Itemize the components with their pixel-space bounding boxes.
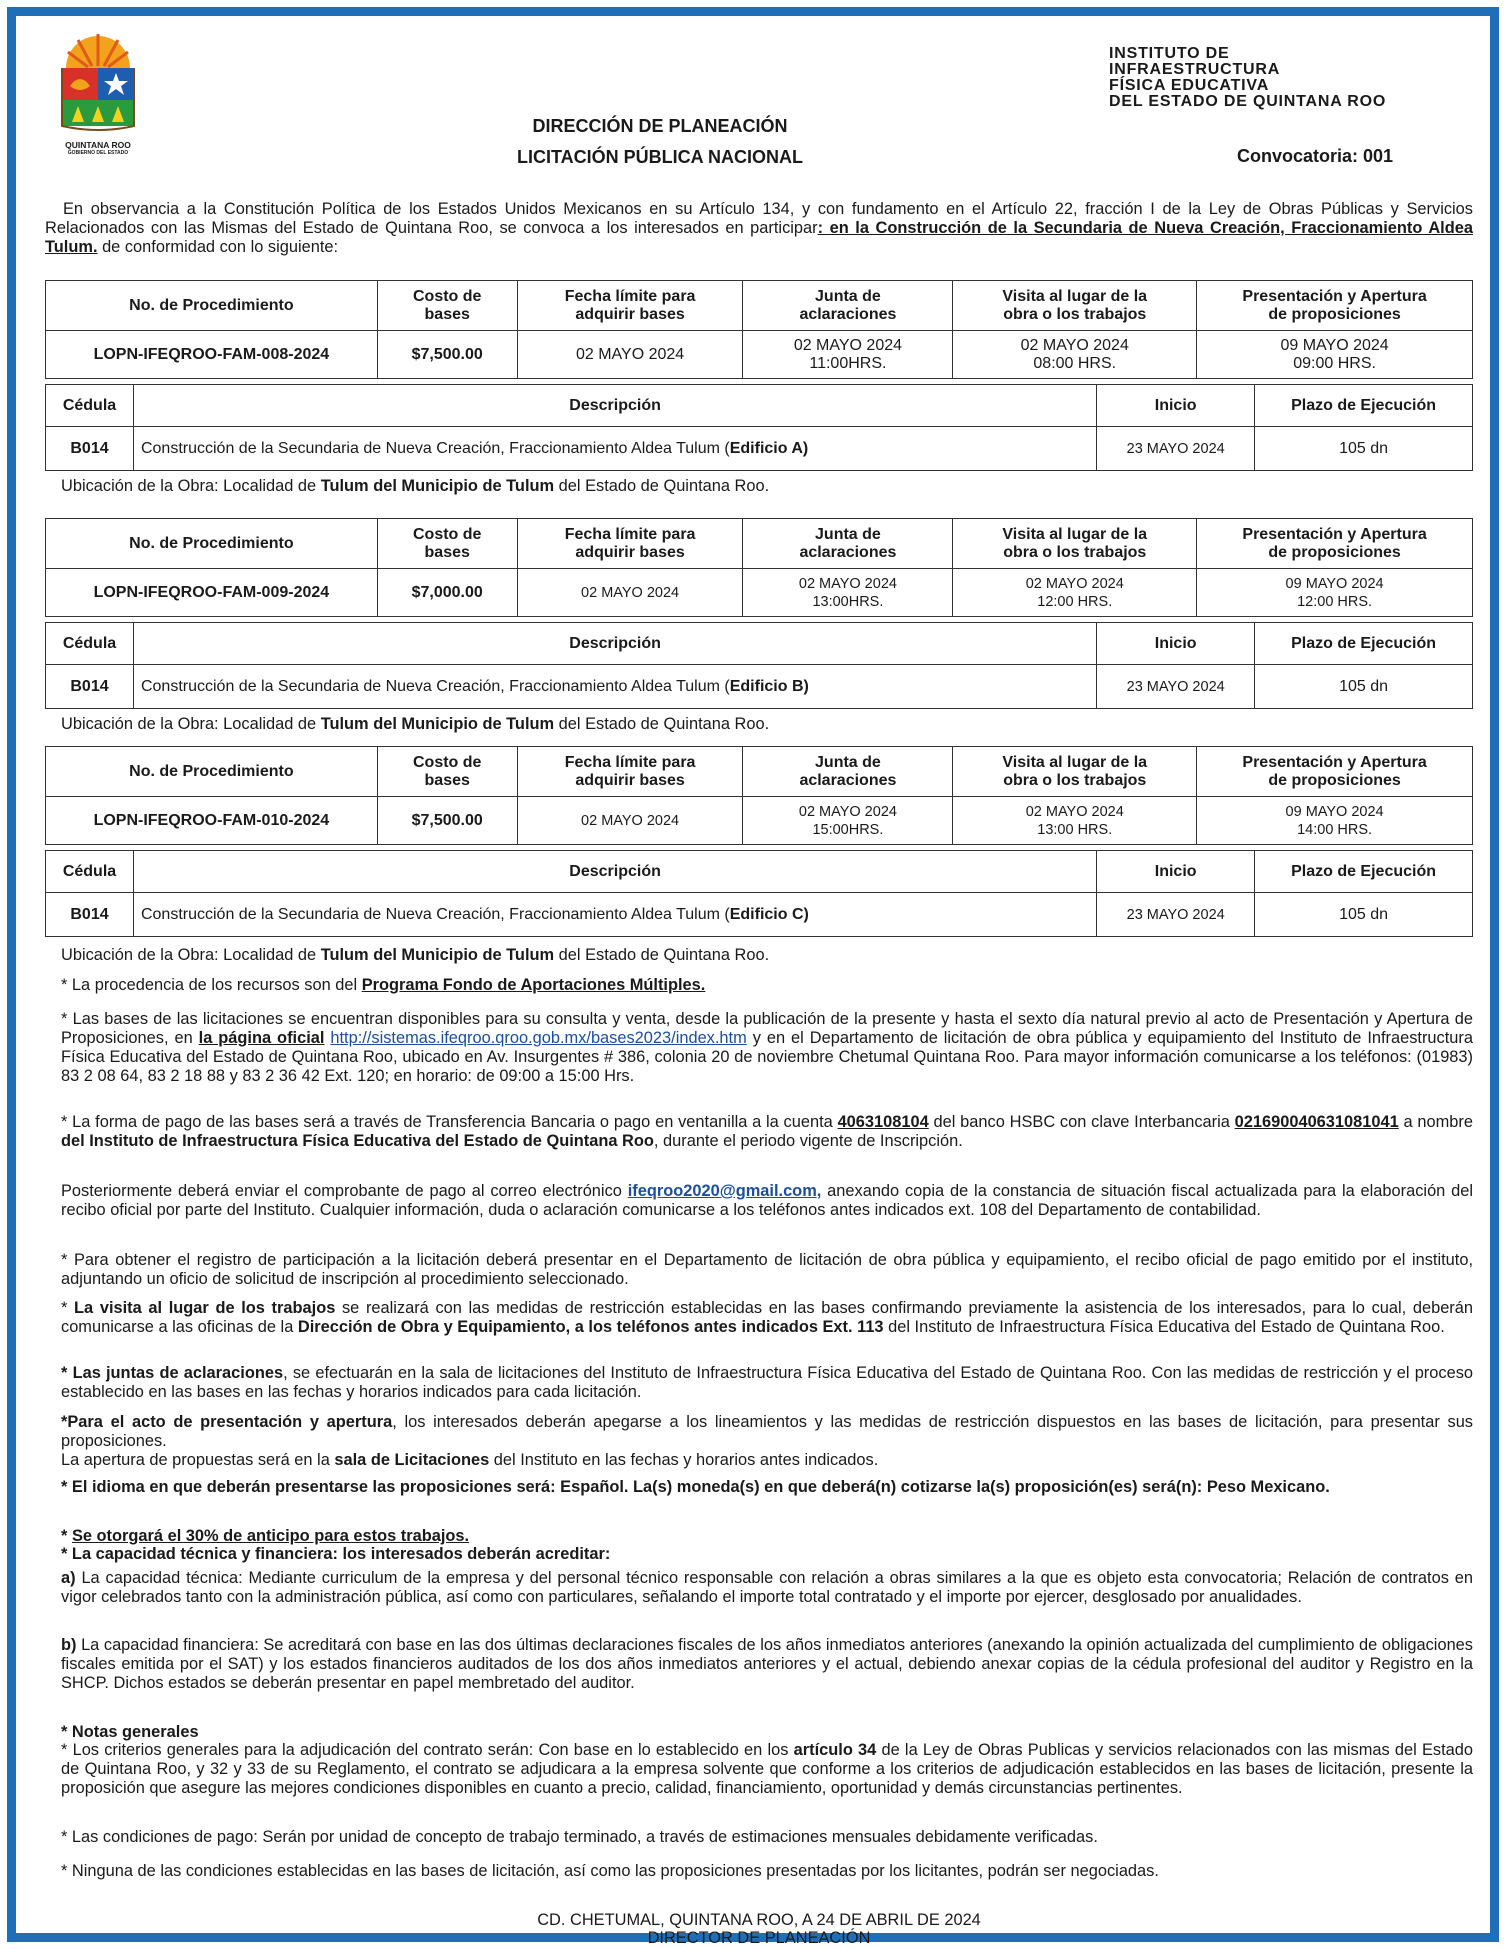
- junta-fecha: 02 MAYO 2024: [793, 336, 903, 354]
- institute-name: [1109, 46, 1386, 110]
- ubicacion-localidad: Tulum del Municipio de Tulum: [320, 946, 555, 964]
- presentacion-fecha: 09 MAYO 2024: [1285, 575, 1384, 592]
- anticipo-star: *: [61, 1527, 72, 1545]
- header-inicio: Inicio: [1097, 385, 1255, 427]
- pago-text-a: * La forma de pago de las bases será a través de Transferencia Bancaria o pago en ventanilla a la cuenta: [61, 1113, 838, 1131]
- clabe-interbancaria: 021690040631081041: [1234, 1113, 1399, 1131]
- descripcion: [133, 893, 1096, 937]
- presentacion-apertura: [1197, 331, 1473, 379]
- ubicacion-obra: [45, 477, 1473, 496]
- header-fecha: [517, 519, 743, 569]
- convocatoria-number: Convocatoria: 001: [1237, 146, 1394, 166]
- notas-title: * Notas generales: [61, 1723, 199, 1741]
- visita-text-a: se realizará con las medidas de restricción establecidas en las bases confirmando previamente la asistencia de los interesados, para lo cual, deberán comunicarse a las oficinas de la: [61, 1299, 1473, 1336]
- visita-fecha: 02 MAYO 2024: [1025, 803, 1124, 820]
- procedure-table-3: [45, 746, 1473, 845]
- header-visita-line: obra o los trabajos: [1003, 305, 1147, 323]
- header-costo-line: Costo de: [412, 287, 482, 305]
- header-visita-line: Visita al lugar de la: [1002, 525, 1148, 543]
- cap-b-label: b): [61, 1636, 77, 1654]
- state-logo: [48, 28, 148, 158]
- header-fecha-line: Fecha límite para: [564, 753, 696, 771]
- header-descripcion: Descripción: [133, 851, 1096, 893]
- acto-text-c: del Instituto en las fechas y horarios antes indicados.: [489, 1451, 879, 1469]
- capacidad-financiera: [45, 1636, 1473, 1693]
- intro-text: En observancia a la Constitución Política de los Estados Unidos Mexicanos en su Artículo 134, y con fundamento en el Artículo 22, fracción I de la Ley de Obras Públicas y Servicios Relacionados con las Mismas del Estado de Quintana Roo, se convoca a los interesados en participar: [45, 200, 1473, 237]
- anticipo-line: [45, 1527, 1473, 1546]
- cuenta-bancaria: 4063108104: [837, 1113, 929, 1131]
- procedimiento-numero: LOPN-IFEQROO-FAM-009-2024: [46, 569, 378, 617]
- description-table-1: [45, 384, 1473, 471]
- header-plazo: Plazo de Ejecución: [1255, 385, 1473, 427]
- header-visita-line: Visita al lugar de la: [1002, 287, 1148, 305]
- acto-paragraph: [45, 1413, 1473, 1470]
- procedure-table-1: [45, 280, 1473, 379]
- header-fecha-line: adquirir bases: [575, 305, 685, 323]
- header-cedula: Cédula: [46, 385, 134, 427]
- header-visita: [953, 519, 1197, 569]
- ubicacion-obra: [45, 946, 1473, 965]
- criterios-text-b: de la Ley de Obras Publicas y servicios relacionados con las mismas del Estado de Quintana Roo, y 32 y 33 de su Reglamento, el contrato se adjudicara a la empresa solvente que conforme a los criterios de adjudicación establecidos en las bases de licitación, presente la proposición que asegure las mejores condiciones disponibles en cuanto a precio, calidad, financiamiento, oportunidad y demás circunstancias pertinentes.: [61, 1741, 1473, 1797]
- acto-line-1: [61, 1413, 1473, 1451]
- registro-paragraph: * Para obtener el registro de participación a la licitación deberá presentar en el Departamento de licitación de obra pública y equipamiento, el recibo oficial de pago emitido por el instituto, adjuntando un oficio de solicitud de inscripción al procedimiento seleccionado.: [61, 1251, 1473, 1288]
- costo-bases: $7,000.00: [377, 569, 517, 617]
- pago-text-b: del banco HSBC con clave Interbancaria: [928, 1113, 1235, 1131]
- juntas-bold: * Las juntas de aclaraciones: [61, 1364, 284, 1382]
- bases-pagina-oficial: la página oficial: [198, 1029, 325, 1047]
- header-visita-line: obra o los trabajos: [1003, 771, 1147, 789]
- header-junta-line: aclaraciones: [799, 771, 897, 789]
- header-costo: [377, 281, 517, 331]
- header-procedimiento: No. de Procedimiento: [46, 281, 378, 331]
- footer-cargo: DIRECTOR DE PLANEACIÓN: [647, 1929, 871, 1947]
- header-descripcion: Descripción: [133, 623, 1096, 665]
- logo-name: QUINTANA ROO: [65, 140, 131, 150]
- bases-text-b: y en el Departamento de licitación de obra pública y equipamiento del Instituto de Infraestructura Física Educativa del Estado de Quintana Roo, ubicado en Av. Insurgentes # 386, colonia 20 de noviembre Chetumal Quintana Roo. Para mayor información comunicarse a los teléfonos: (01983) 83 2 08 64, 83 2 18 88 y 83 2 36 42 Ext. 120; en horario: de 09:00 a 15:00 Hrs.: [61, 1029, 1473, 1085]
- header-presentacion-line: de proposiciones: [1268, 305, 1401, 323]
- institute-line: INSTITUTO DE: [1109, 45, 1230, 62]
- header-visita-line: Visita al lugar de la: [1002, 753, 1148, 771]
- header-presentacion: [1197, 747, 1473, 797]
- ubicacion-pre: Ubicación de la Obra: Localidad de: [61, 477, 321, 495]
- inicio: 23 MAYO 2024: [1097, 427, 1255, 471]
- junta-aclaraciones: [743, 569, 953, 617]
- institute-line: FÍSICA EDUCATIVA: [1109, 77, 1270, 94]
- licitacion-title: LICITACIÓN PÚBLICA NACIONAL: [517, 147, 803, 167]
- header-fecha-line: adquirir bases: [575, 543, 685, 561]
- juntas-text: , se efectuarán en la sala de licitaciones del Instituto de Infraestructura Física Educativa del Estado de Quintana Roo. Con las medidas de restricción y el proceso establecido en las bases en las fechas y horarios indicados para cada licitación.: [61, 1364, 1474, 1401]
- logo-subtitle: GOBIERNO DEL ESTADO: [67, 150, 129, 156]
- visita-obra: [953, 331, 1197, 379]
- plazo: 105 dn: [1255, 893, 1473, 937]
- header-inicio: Inicio: [1097, 623, 1255, 665]
- intro-project: : en la Construcción de la Secundaria de Nueva Creación, Fraccionamiento Aldea Tulum.: [45, 219, 1473, 256]
- header-presentacion: [1197, 281, 1473, 331]
- edificio: Edificio A): [729, 439, 809, 457]
- presentacion-hora: 09:00 HRS.: [1293, 354, 1376, 372]
- procedure-table-2: [45, 518, 1473, 617]
- ubicacion-pre: Ubicación de la Obra: Localidad de: [61, 946, 321, 964]
- presentacion-fecha: 09 MAYO 2024: [1285, 803, 1384, 820]
- junta-fecha: 02 MAYO 2024: [798, 575, 897, 592]
- header-costo-line: bases: [424, 305, 470, 323]
- header-fecha-line: adquirir bases: [575, 771, 685, 789]
- fecha-limite: 02 MAYO 2024: [517, 331, 743, 379]
- descripcion: [133, 665, 1096, 709]
- visita-obra: [953, 797, 1197, 845]
- plazo: 105 dn: [1255, 427, 1473, 471]
- header-junta-line: Junta de: [815, 525, 881, 543]
- header-costo-line: bases: [424, 543, 470, 561]
- ubicacion-post: del Estado de Quintana Roo.: [554, 715, 770, 733]
- visita-hora: 13:00 HRS.: [1037, 821, 1113, 838]
- header-procedimiento: No. de Procedimiento: [46, 747, 378, 797]
- costo-bases: $7,500.00: [377, 797, 517, 845]
- header-fecha: [517, 281, 743, 331]
- visita-text-b: del Instituto de Infraestructura Física Educativa del Estado de Quintana Roo.: [883, 1318, 1445, 1336]
- inicio: 23 MAYO 2024: [1097, 893, 1255, 937]
- header-junta-line: aclaraciones: [799, 305, 897, 323]
- header-junta-line: Junta de: [815, 753, 881, 771]
- recursos-pre: * La procedencia de los recursos son del: [61, 976, 362, 994]
- descripcion-text: Construcción de la Secundaria de Nueva Creación, Fraccionamiento Aldea Tulum (: [140, 677, 730, 695]
- cedula: B014: [46, 893, 134, 937]
- bases-link[interactable]: http://sistemas.ifeqroo.qroo.gob.mx/bases2023/index.htm: [330, 1029, 747, 1047]
- intro-tail: de conformidad con lo siguiente:: [97, 238, 339, 256]
- header-inicio: Inicio: [1097, 851, 1255, 893]
- pago-text-c: a nombre: [1398, 1113, 1473, 1131]
- presentacion-apertura: [1197, 569, 1473, 617]
- header-cedula: Cédula: [46, 851, 134, 893]
- intro-paragraph: [45, 200, 1473, 257]
- pago-paragraph: [45, 1113, 1473, 1151]
- junta-fecha: 02 MAYO 2024: [798, 803, 897, 820]
- acto-bold2: sala de Licitaciones: [334, 1451, 490, 1469]
- inicio: 23 MAYO 2024: [1097, 665, 1255, 709]
- description-table-3: [45, 850, 1473, 937]
- header-procedimiento: No. de Procedimiento: [46, 519, 378, 569]
- descripcion-text: Construcción de la Secundaria de Nueva Creación, Fraccionamiento Aldea Tulum (: [140, 905, 730, 923]
- criterios-bold: artículo 34: [793, 1741, 877, 1759]
- anticipo-text: Se otorgará el 30% de anticipo para estos trabajos.: [71, 1527, 470, 1545]
- acto-line-2: [61, 1451, 1473, 1470]
- comprobante-paragraph: [45, 1182, 1473, 1220]
- plazo: 105 dn: [1255, 665, 1473, 709]
- junta-hora: 11:00HRS.: [809, 354, 887, 372]
- header-presentacion-line: de proposiciones: [1268, 771, 1401, 789]
- cedula: B014: [46, 427, 134, 471]
- presentacion-apertura: [1197, 797, 1473, 845]
- description-table-2: [45, 622, 1473, 709]
- header-fecha-line: Fecha límite para: [564, 525, 696, 543]
- comprobante-text-b: anexando copia de la constancia de situación fiscal actualizada para la elaboración del recibo oficial por parte del Instituto. Cualquier información, duda o aclaración comunicarse a los teléfonos antes indicados ext. 108 del Departamento de contabilidad.: [61, 1182, 1474, 1219]
- page-frame: [7, 7, 1499, 1947]
- descripcion: [133, 427, 1096, 471]
- header-cedula: Cédula: [46, 623, 134, 665]
- presentacion-hora: 12:00 HRS.: [1297, 593, 1373, 610]
- header-presentacion: [1197, 519, 1473, 569]
- header-costo-line: bases: [424, 771, 470, 789]
- visita-bold: La visita al lugar de los trabajos: [74, 1299, 336, 1317]
- visita-fecha: 02 MAYO 2024: [1025, 575, 1124, 592]
- fecha-limite: 02 MAYO 2024: [517, 569, 743, 617]
- ninguna-paragraph: * Ninguna de las condiciones establecidas en las bases de licitación, así como las proposiciones presentadas por los licitantes, podrán ser negociadas.: [61, 1862, 1159, 1880]
- institute-line: INFRAESTRUCTURA: [1109, 61, 1281, 78]
- capacidad-tecnica: [45, 1569, 1473, 1607]
- header-costo: [377, 519, 517, 569]
- acto-bold: *Para el acto de presentación y apertura: [61, 1413, 393, 1431]
- procedimiento-numero: LOPN-IFEQROO-FAM-010-2024: [46, 797, 378, 845]
- ubicacion-post: del Estado de Quintana Roo.: [554, 477, 770, 495]
- pago-nombre: del Instituto de Infraestructura Física Educativa del Estado de Quintana Roo: [61, 1132, 654, 1150]
- email-link[interactable]: ifeqroo2020@gmail.com,: [627, 1182, 822, 1200]
- pago-text-d: , durante el periodo vigente de Inscripción.: [653, 1132, 963, 1150]
- capacidad-title: * La capacidad técnica y financiera: los interesados deberán acreditar:: [61, 1545, 611, 1563]
- header-costo-line: Costo de: [412, 525, 482, 543]
- junta-hora: 13:00HRS.: [812, 593, 884, 610]
- junta-aclaraciones: [743, 331, 953, 379]
- junta-aclaraciones: [743, 797, 953, 845]
- ubicacion-localidad: Tulum del Municipio de Tulum: [320, 477, 555, 495]
- cap-a-text: La capacidad técnica: Mediante curriculum de la empresa y del personal técnico responsable con relación a obras similares a la que es objeto esta convocatoria; Relación de contratos en vigor celebrados tanto con la administración pública, así como con particulares, señalando el importe total contratado y el importe por ejercer, desglosado por anualidades.: [61, 1569, 1473, 1606]
- header-visita: [953, 747, 1197, 797]
- header-presentacion-line: Presentación y Apertura: [1242, 287, 1427, 305]
- juntas-paragraph: [45, 1364, 1473, 1402]
- visita-bold2: Dirección de Obra y Equipamiento, a los teléfonos antes indicados Ext. 113: [297, 1318, 884, 1336]
- comprobante-text-a: Posteriormente deberá enviar el comprobante de pago al correo electrónico: [61, 1182, 628, 1200]
- visita-hora: 08:00 HRS.: [1033, 354, 1117, 372]
- descripcion-text: Construcción de la Secundaria de Nueva Creación, Fraccionamiento Aldea Tulum (: [140, 439, 730, 457]
- header-presentacion-line: de proposiciones: [1268, 543, 1401, 561]
- footer-lugar: CD. CHETUMAL, QUINTANA ROO, A 24 DE ABRIL DE 2024: [537, 1911, 981, 1929]
- cap-b-text: La capacidad financiera: Se acreditará con base en las dos últimas declaraciones fiscales de los años inmediatos anteriores (anexando la opinión actualizada del cumplimiento de obligaciones fiscales emitida por el SAT) y los estados financieros auditados de los dos años inmediatos anteriores y el actual, debiendo anexar copias de la cédula profesional del auditor y Registro en la SHCP. Dichos estados se deberán presentar en papel membretado del auditor.: [61, 1636, 1473, 1692]
- header-visita: [953, 281, 1197, 331]
- fecha-limite: 02 MAYO 2024: [517, 797, 743, 845]
- recursos-paragraph: [45, 976, 1473, 995]
- header-costo: [377, 747, 517, 797]
- costo-bases: $7,500.00: [377, 331, 517, 379]
- institute-line: DEL ESTADO DE QUINTANA ROO: [1109, 93, 1387, 110]
- visita-fecha: 02 MAYO 2024: [1020, 336, 1129, 354]
- edificio: Edificio C): [729, 905, 809, 923]
- header-junta: [743, 519, 953, 569]
- criterios-paragraph: [45, 1741, 1473, 1798]
- header-descripcion: Descripción: [133, 385, 1096, 427]
- ubicacion-localidad: Tulum del Municipio de Tulum: [320, 715, 555, 733]
- direccion-title: DIRECCIÓN DE PLANEACIÓN: [532, 116, 788, 136]
- acto-text-a: , los interesados deberán apegarse a los lineamientos y las medidas de restricción dispuestos en las bases de licitación, para presentar sus proposiciones.: [61, 1413, 1473, 1450]
- header-presentacion-line: Presentación y Apertura: [1242, 525, 1427, 543]
- edificio: Edificio B): [729, 677, 809, 695]
- ubicacion-post: del Estado de Quintana Roo.: [554, 946, 770, 964]
- header-fecha-line: Fecha límite para: [564, 287, 696, 305]
- junta-hora: 15:00HRS.: [812, 821, 884, 838]
- idioma-paragraph: * El idioma en que deberán presentarse las proposiciones será: Español. La(s) moneda(s) en que deberá(n) cotizarse la(s) proposición(es) será(n): Peso Mexicano.: [61, 1478, 1330, 1496]
- header-plazo: Plazo de Ejecución: [1255, 851, 1473, 893]
- acto-text-b: La apertura de propuestas será en la: [61, 1451, 335, 1469]
- header-fecha: [517, 747, 743, 797]
- header-junta-line: Junta de: [815, 287, 881, 305]
- visita-paragraph: [45, 1299, 1473, 1337]
- cap-a-label: a): [61, 1569, 76, 1587]
- presentacion-fecha: 09 MAYO 2024: [1280, 336, 1389, 354]
- ubicacion-obra: [45, 715, 1473, 734]
- visita-hora: 12:00 HRS.: [1037, 593, 1113, 610]
- condiciones-pago: * Las condiciones de pago: Serán por unidad de concepto de trabajo terminado, a través de estimaciones mensuales debidamente verificadas.: [61, 1828, 1098, 1846]
- procedimiento-numero: LOPN-IFEQROO-FAM-008-2024: [46, 331, 378, 379]
- bases-paragraph: [45, 1010, 1473, 1086]
- header-visita-line: obra o los trabajos: [1003, 543, 1147, 561]
- header-junta: [743, 281, 953, 331]
- header-plazo: Plazo de Ejecución: [1255, 623, 1473, 665]
- visita-star: *: [61, 1299, 75, 1317]
- header-junta: [743, 747, 953, 797]
- presentacion-hora: 14:00 HRS.: [1297, 821, 1373, 838]
- header-junta-line: aclaraciones: [799, 543, 897, 561]
- header-presentacion-line: Presentación y Apertura: [1242, 753, 1427, 771]
- visita-obra: [953, 569, 1197, 617]
- recursos-programa: Programa Fondo de Aportaciones Múltiples.: [361, 976, 706, 994]
- criterios-text-a: * Los criterios generales para la adjudicación del contrato serán: Con base en lo establecido en los: [61, 1741, 794, 1759]
- cedula: B014: [46, 665, 134, 709]
- bases-text-a: * Las bases de las licitaciones se encuentran disponibles para su consulta y venta, desde la publicación de la presente y hasta el sexto día natural previo al acto de Presentación y Apertura de Proposiciones, en: [61, 1010, 1473, 1047]
- header-costo-line: Costo de: [412, 753, 482, 771]
- ubicacion-pre: Ubicación de la Obra: Localidad de: [61, 715, 321, 733]
